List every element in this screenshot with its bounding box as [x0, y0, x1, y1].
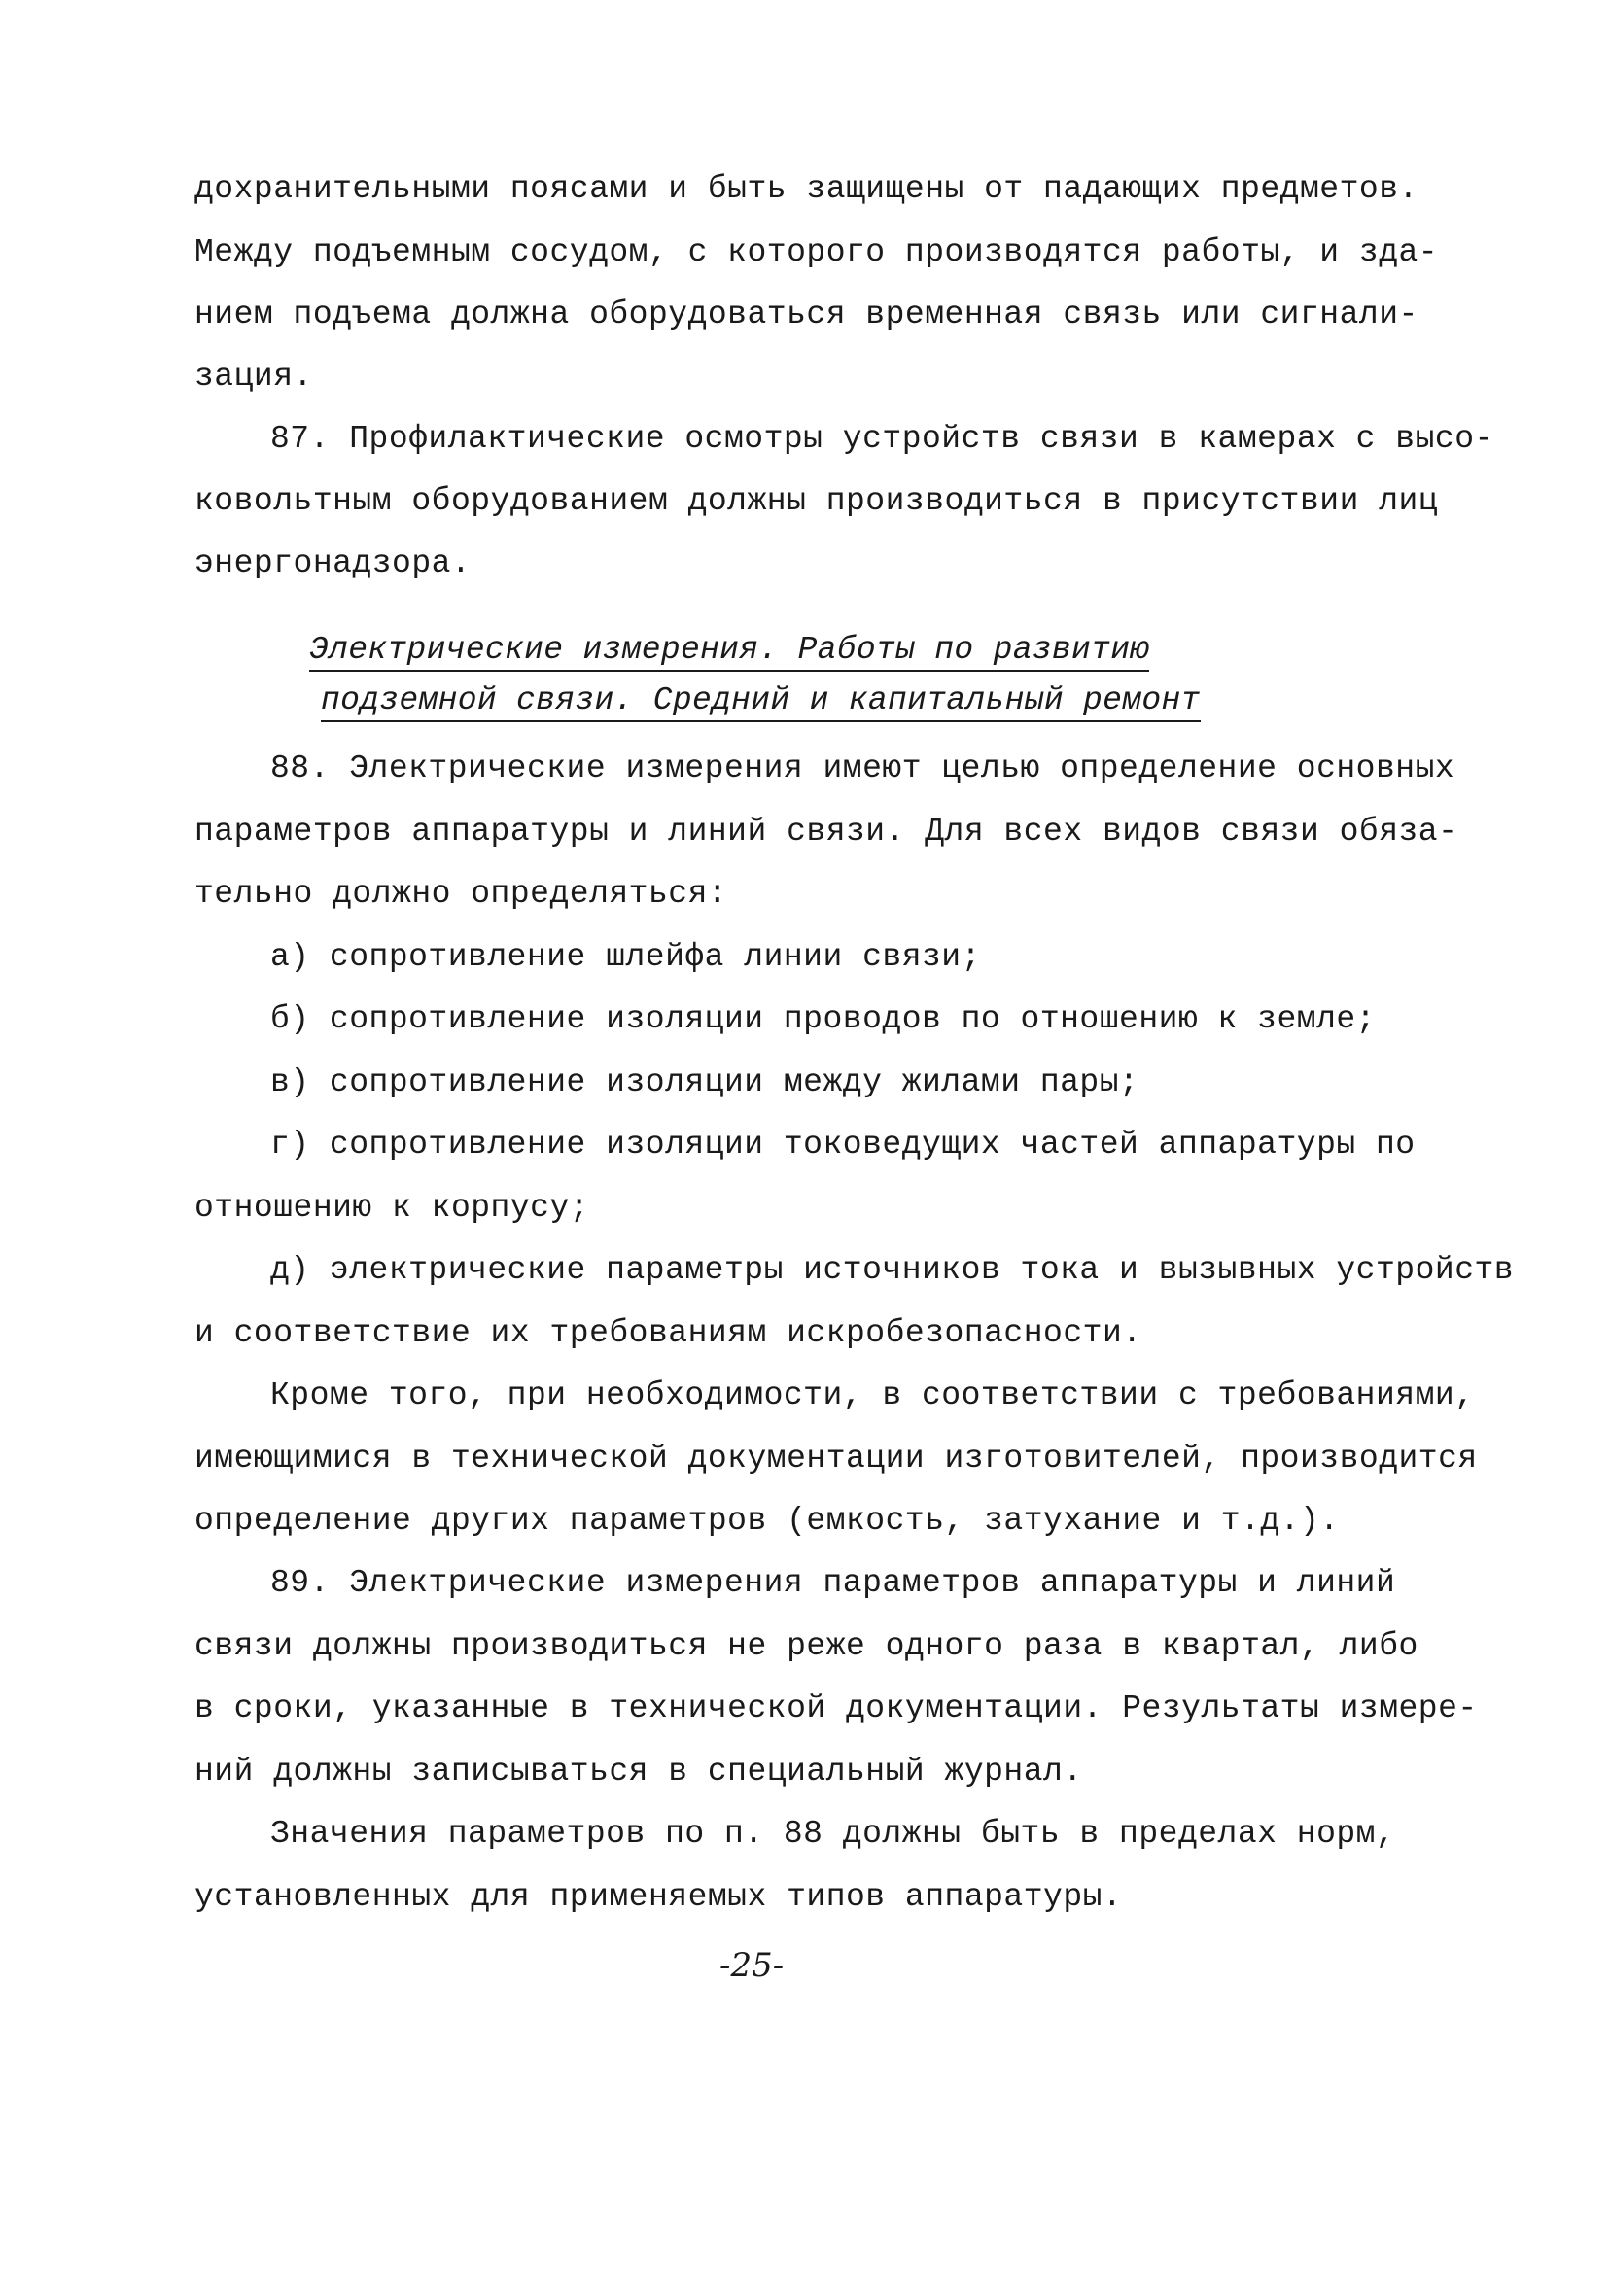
- paragraph-87-start: 87. Профилактические осмотры устройств связи в камерах с высо-: [270, 421, 1494, 457]
- text-line: нием подъема должна оборудоваться временная связь или сигнали-: [194, 296, 1418, 332]
- paragraph-88-start: 88. Электрические измерения имеют целью определение основных: [270, 750, 1455, 786]
- text-line: зация.: [194, 359, 313, 395]
- list-item-e: д) электрические параметры источников тока и вызывных устройств: [270, 1252, 1515, 1288]
- text-line: ний должны записываться в специальный журнал.: [194, 1754, 1083, 1790]
- list-item-c: в) сопротивление изоляции между жилами пары;: [270, 1064, 1139, 1100]
- section-heading-line-1: Электрические измерения. Работы по развитию: [309, 634, 1149, 672]
- page-number: -25-: [719, 1946, 785, 1985]
- text-line: определение других параметров (емкость, затухание и т.д.).: [194, 1503, 1340, 1539]
- paragraph-start: Значения параметров по п. 88 должны быть в пределах норм,: [270, 1816, 1396, 1852]
- paragraph-89-start: 89. Электрические измерения параметров аппаратуры и линий: [270, 1565, 1396, 1601]
- text-line: тельно должно определяться:: [194, 876, 728, 912]
- paragraph-start: Кроме того, при необходимости, в соответствии с требованиями,: [270, 1377, 1475, 1413]
- list-item-d: г) сопротивление изоляции токоведущих частей аппаратуры по: [270, 1127, 1416, 1163]
- text-line: связи должны производиться не реже одного раза в квартал, либо: [194, 1628, 1418, 1664]
- text-line: имеющимися в технической документации изготовителей, производится: [194, 1441, 1478, 1477]
- text-line: отношению к корпусу;: [194, 1190, 590, 1226]
- text-line: ковольтным оборудованием должны производиться в присутствии лиц: [194, 483, 1439, 519]
- text-line: энергонадзора.: [194, 545, 472, 581]
- text-line: параметров аппаратуры и линий связи. Для всех видов связи обяза-: [194, 814, 1458, 850]
- list-item-a: а) сопротивление шлейфа линии связи;: [270, 939, 981, 975]
- text-line: установленных для применяемых типов аппаратуры.: [194, 1879, 1123, 1915]
- list-item-b: б) сопротивление изоляции проводов по отношению к земле;: [270, 1001, 1376, 1037]
- text-line: в сроки, указанные в технической документации. Результаты измере-: [194, 1690, 1478, 1726]
- text-line: дохранительными поясами и быть защищены от падающих предметов.: [194, 171, 1418, 207]
- text-line: и соответствие их требованиям искробезопасности.: [194, 1315, 1142, 1351]
- text-line: Между подъемным сосудом, с которого производятся работы, и зда-: [194, 234, 1439, 270]
- section-heading-line-2: подземной связи. Средний и капитальный ремонт: [321, 684, 1201, 722]
